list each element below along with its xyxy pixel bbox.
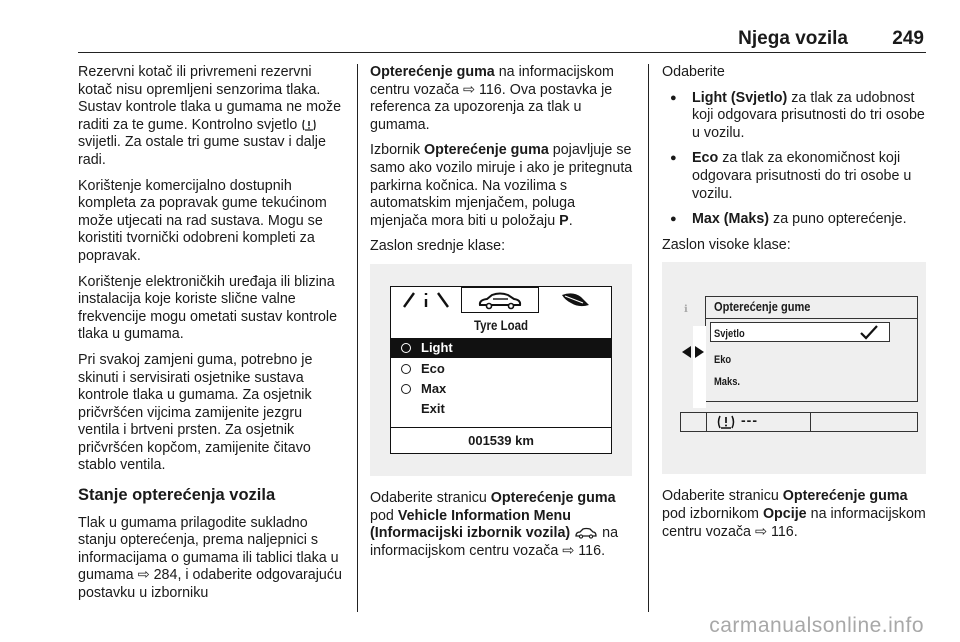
pressure-value: --- xyxy=(741,412,758,429)
radio-icon xyxy=(401,384,411,394)
menu-option-label: Svjetlo xyxy=(714,328,745,341)
display-side-nav xyxy=(680,296,706,408)
menu-option-light[interactable]: Light xyxy=(391,338,611,358)
tyre-pressure-warning-icon xyxy=(715,413,737,431)
menu-option-exit[interactable]: Exit xyxy=(421,400,445,416)
mid-display-caption: Zaslon srednje klase: xyxy=(370,238,506,255)
tab-road-info[interactable] xyxy=(391,287,461,313)
column-1 xyxy=(78,64,346,611)
column-divider xyxy=(648,64,649,612)
title-divider xyxy=(706,318,918,319)
reference-arrow-icon: ⇨ xyxy=(755,523,767,540)
radio-icon xyxy=(401,364,411,374)
paragraph-menu-conditions: Izbornik Opterećenje guma pojavljuje se samo ako vozilo miruje i ako je pritegnuta parkirna kočnica. Na vozilima s automatskim mjenjačem, poluga mjenjača mora biti u položaju P. xyxy=(370,142,633,229)
car-icon xyxy=(475,291,525,311)
svg-text:ℹ: ℹ xyxy=(684,304,688,316)
section-title: Stanje opterećenja vozila xyxy=(78,486,276,505)
tyre-pressure-warning-icon xyxy=(301,118,317,132)
menu-option-eco[interactable]: Eco xyxy=(391,359,611,379)
reference-arrow-icon: ⇨ xyxy=(463,81,475,98)
list-item: ● Max (Maks) za puno opterećenje. xyxy=(662,211,930,229)
high-class-display xyxy=(670,290,918,432)
list-item: ● Eco za tlak za ekonomičnost koji odgovara prisutnosti do tri osobe u vozilu. xyxy=(662,150,930,203)
high-display-caption: Zaslon visoke klase: xyxy=(662,236,791,253)
paragraph-select-page: Odaberite stranicu Opterećenje guma pod Vehicle Information Menu (Informacijski izbornik vozila) na informacijskom centru vozača ⇨ 116. xyxy=(370,489,619,559)
paragraph-sensor-service: Pri svakoj zamjeni guma, potrebno je skinuti i servisirati osjetnike sustava kontrole tlaka u gumama. Za osjetnik pričvršćen vijcima zamijenite jezgru ventila i brtveni prsten. Za osjetnik pričvršćen kopčom, zamijenite čitavo stablo ventila. xyxy=(78,351,313,474)
header-rule xyxy=(78,52,926,53)
list-item: ● Light (Svjetlo) za tlak za udobnost koji odgovara prisutnosti do tri osobe u vozilu. xyxy=(662,90,930,143)
reference-arrow-icon: ⇨ xyxy=(137,567,150,584)
chapter-title: Njega vozila xyxy=(738,28,848,49)
paragraph-select-options: Odaberite stranicu Opterećenje guma pod izbornikom Opcije na informacijskom centru vozača ⇨ 116. xyxy=(662,488,926,540)
paragraph-load-state: Tlak u gumama prilagodite sukladno stanju opterećenja, prema naljepnici s informacijama o gumama ili tablici tlaka u gumama ⇨ 284, i odaberite odgovarajuću postavku u izborniku xyxy=(78,514,342,602)
mid-class-display-figure xyxy=(370,264,632,476)
page-reference[interactable]: 116 xyxy=(770,523,794,540)
side-nav-arrows xyxy=(680,296,706,408)
reference-arrow-icon: ⇨ xyxy=(562,542,575,559)
paragraph-spare-wheel: Rezervni kotač ili privremeni rezervni kotač nisu opremljeni senzorima tlaka. Sustav kontrole tlaka u gumama ne može raditi za te gume. Kontrolno svjetlo svijetli. Za ostale tri gume sustav i dalje radi. xyxy=(78,64,342,168)
display-status-bar xyxy=(680,412,918,432)
watermark: carmanualsonline.info xyxy=(709,614,924,637)
menu-option-eko[interactable]: Eko xyxy=(714,354,732,367)
arrow-left-icon xyxy=(682,346,691,358)
display-title: Opterećenje gume xyxy=(714,299,811,315)
paragraph-select-intro: Odaberite xyxy=(662,64,725,80)
car-icon xyxy=(574,527,598,539)
page-reference[interactable]: 284 xyxy=(153,567,178,584)
high-class-display-figure xyxy=(662,262,926,474)
menu-option-max[interactable]: Max xyxy=(391,379,611,399)
mid-class-display xyxy=(390,286,612,454)
paragraph-tyre-load-menu: Opterećenje guma na informacijskom centru vozača ⇨ 116. Ova postavka je referenca za upozorenja za tlak u gumama. xyxy=(370,64,614,133)
road-info-icon xyxy=(400,290,452,310)
page-reference[interactable]: 116 xyxy=(478,81,502,98)
odometer-readout: 001539 km xyxy=(391,427,611,453)
page-number: 249 xyxy=(892,28,924,49)
display-tabs xyxy=(391,287,611,313)
tab-eco[interactable] xyxy=(539,287,611,313)
page-reference[interactable]: 116 xyxy=(578,542,602,559)
page-header xyxy=(0,0,960,58)
column-2 xyxy=(370,64,636,568)
paragraph-interference: Korištenje elektroničkih uređaja ili blizina instalacija koje koriste slične valne frekvencije mogu ometati sustav kontrole tlaka u gumama. xyxy=(78,273,338,343)
paragraph-repair-kits: Korištenje komercijalno dostupnih kompleta za popravak gume tekućinom može utjecati na rad sustava. Mogu se koristiti tvornički odobreni kompleti za popravak. xyxy=(78,177,327,264)
load-options-list xyxy=(662,90,930,229)
display-title: Tyre Load xyxy=(473,316,529,333)
radio-icon xyxy=(401,343,411,353)
menu-option-maks[interactable]: Maks. xyxy=(714,376,740,389)
leaf-icon xyxy=(559,290,591,310)
column-divider xyxy=(357,64,358,612)
column-3 xyxy=(662,64,930,549)
checkmark-icon xyxy=(859,324,879,340)
tab-vehicle-info[interactable] xyxy=(461,287,539,313)
